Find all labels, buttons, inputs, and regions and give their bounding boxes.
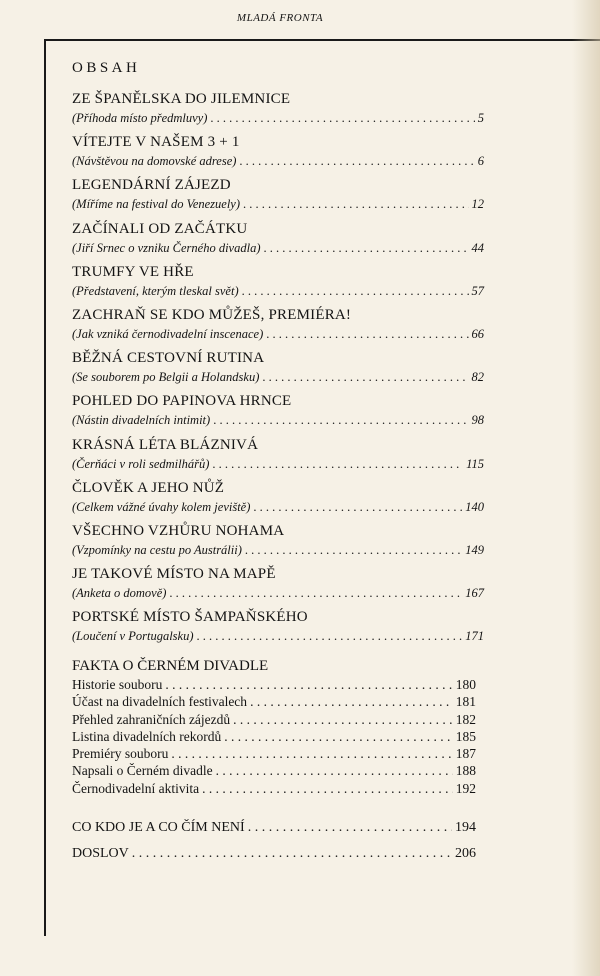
toc-entry-page: 149: [465, 542, 484, 557]
toc-entry-title: ZAČÍNALI OD ZAČÁTKU: [72, 220, 248, 237]
dot-leader: [202, 780, 453, 797]
page-edge-shadow: [572, 0, 600, 976]
toc-entry-title: ZE ŠPANĚLSKA DO JILEMNICE: [72, 91, 291, 107]
facts-item-page: 185: [455, 728, 476, 744]
final-entry-page: 194: [455, 820, 476, 835]
facts-item-label: Účast na divadelních festivalech: [72, 694, 248, 710]
frame-left-rule: [44, 39, 46, 936]
dot-leader: [242, 282, 469, 300]
toc-entry-subtitle: (Jak vzniká černodivadelní inscenace): [72, 326, 264, 341]
final-entry-label: DOSLOV: [72, 846, 129, 861]
facts-item-page: 181: [455, 694, 476, 710]
dot-leader: [233, 711, 453, 728]
facts-item-label: Přehled zahraničních zájezdů: [72, 711, 231, 727]
facts-item-label: Listina divadelních rekordů: [72, 728, 222, 744]
toc-entry: [72, 305, 484, 348]
facts-list: [72, 676, 476, 797]
table-of-contents: [72, 60, 484, 650]
toc-entry: [72, 175, 484, 218]
dot-leader: [171, 745, 452, 762]
toc-entry: [72, 89, 484, 132]
frame-top-rule: [44, 39, 600, 41]
toc-entry-line: [72, 239, 484, 257]
dot-leader: [250, 693, 453, 710]
toc-entry: [72, 391, 484, 434]
toc-entry-subtitle: (Se souborem po Belgii a Holandsku): [72, 370, 260, 385]
dot-leader: [262, 368, 468, 386]
final-entry: [72, 818, 476, 838]
toc-entry-line: [72, 282, 484, 300]
facts-item: [72, 762, 476, 779]
dot-leader: [239, 152, 474, 170]
toc-entry: [72, 607, 484, 650]
toc-entry-page: 171: [465, 629, 484, 644]
facts-item-page: 188: [455, 763, 476, 779]
dot-leader: [266, 325, 468, 343]
toc-entry: [72, 132, 484, 175]
dot-leader: [197, 627, 463, 645]
toc-entry-line: [72, 195, 484, 213]
toc-entry-subtitle: (Míříme na festival do Venezuely): [72, 197, 241, 212]
facts-item: [72, 676, 476, 693]
toc-entry-subtitle: (Anketa o domově): [72, 586, 167, 601]
toc-entry-line: [72, 109, 484, 127]
toc-entry-line: [72, 627, 484, 645]
dot-leader: [245, 541, 462, 559]
toc-entry-title: PORTSKÉ MÍSTO ŠAMPAŇSKÉHO: [72, 609, 308, 626]
toc-entry-line: [72, 584, 484, 602]
toc-entry-subtitle: (Celkem vážné úvahy kolem jeviště): [72, 499, 251, 514]
facts-item-page: 187: [455, 746, 476, 762]
toc-entry-title: ZACHRAŇ SE KDO MŮŽEŠ, PREMIÉRA!: [72, 306, 352, 323]
toc-entry-page: 44: [471, 240, 484, 255]
facts-item-label: Historie souboru: [72, 677, 163, 692]
dot-leader: [243, 195, 468, 213]
toc-entry-line: [72, 541, 484, 559]
publisher-header: MLADÁ FRONTA: [236, 12, 324, 24]
final-entry: [72, 844, 476, 864]
facts-section: [72, 656, 476, 797]
toc-entry-page: 6: [477, 154, 484, 169]
toc-entries: [72, 89, 484, 650]
facts-item: [72, 711, 476, 728]
toc-entry-title: VŠECHNO VZHŮRU NOHAMA: [72, 522, 285, 539]
dot-leader: [169, 584, 462, 602]
dot-leader: [213, 411, 468, 429]
toc-entry-line: [72, 411, 484, 429]
dot-leader: [216, 762, 453, 779]
toc-entry-subtitle: (Nástin divadelních intimit): [72, 413, 211, 428]
dot-leader: [210, 109, 474, 127]
dot-leader: [248, 818, 452, 838]
toc-entry-page: 57: [471, 283, 484, 298]
toc-entry: [72, 564, 484, 607]
toc-entry-subtitle: (Návštěvou na domovské adrese): [72, 154, 237, 169]
toc-entry-line: [72, 368, 484, 386]
dot-leader: [264, 239, 469, 257]
dot-leader: [212, 455, 463, 473]
toc-entry-line: [72, 152, 484, 170]
toc-entry: [72, 262, 484, 305]
dot-leader: [132, 844, 452, 864]
facts-item: [72, 780, 476, 797]
toc-entry-title: POHLED DO PAPINOVA HRNCE: [72, 393, 292, 410]
dot-leader: [253, 498, 462, 516]
toc-entry-title: LEGENDÁRNÍ ZÁJEZD: [72, 177, 231, 194]
toc-entry-page: 140: [465, 499, 484, 514]
toc-entry-page: 12: [471, 197, 484, 212]
toc-entry-subtitle: (Představení, kterým tleskal svět): [72, 283, 239, 298]
toc-entry-page: 98: [471, 413, 484, 428]
toc-entry-title: TRUMFY VE HŘE: [72, 263, 194, 280]
toc-entry-page: 66: [471, 326, 484, 341]
dot-leader: [224, 728, 453, 745]
toc-entry-subtitle: (Loučení v Portugalsku): [72, 629, 194, 644]
toc-entry-title: VÍTEJTE V NAŠEM 3 + 1: [72, 134, 240, 151]
facts-item-page: 182: [455, 711, 476, 727]
toc-entry-page: 82: [471, 370, 484, 385]
toc-entry-title: KRÁSNÁ LÉTA BLÁZNIVÁ: [72, 436, 259, 453]
facts-heading: FAKTA O ČERNÉM DIVADLE: [72, 658, 269, 674]
toc-entry: [72, 478, 484, 521]
dot-leader: [165, 676, 452, 693]
toc-entry: [72, 521, 484, 564]
final-entry-label: CO KDO JE A CO ČÍM NENÍ: [72, 820, 245, 835]
toc-entry-line: [72, 498, 484, 516]
toc-entry-subtitle: (Vzpomínky na cestu po Austrálii): [72, 542, 242, 557]
toc-entry: [72, 435, 484, 478]
final-entries: [72, 818, 476, 870]
facts-item: [72, 745, 476, 762]
facts-item-label: Napsali o Černém divadle: [72, 763, 213, 779]
facts-item-page: 192: [455, 780, 476, 796]
facts-item: [72, 728, 476, 745]
toc-entry: [72, 219, 484, 262]
toc-entry: [72, 348, 484, 391]
toc-entry-subtitle: (Příhoda místo předmluvy): [72, 111, 208, 125]
toc-entry-title: JE TAKOVÉ MÍSTO NA MAPĚ: [72, 566, 276, 583]
facts-item-label: Černodivadelní aktivita: [72, 780, 200, 796]
toc-entry-line: [72, 455, 484, 473]
toc-entry-page: 167: [465, 586, 484, 601]
toc-entry-line: [72, 325, 484, 343]
toc-entry-subtitle: (Čerňáci v roli sedmilhářů): [72, 456, 210, 471]
toc-entry-title: BĚŽNÁ CESTOVNÍ RUTINA: [72, 350, 265, 367]
toc-entry-page: 5: [477, 111, 484, 125]
final-entry-page: 206: [455, 846, 476, 861]
facts-item: [72, 693, 476, 710]
toc-entry-title: ČLOVĚK A JEHO NŮŽ: [72, 479, 225, 496]
toc-entry-subtitle: (Jiří Srnec o vzniku Černého divadla): [72, 240, 261, 255]
toc-heading: OBSAH: [72, 60, 141, 76]
toc-entry-page: 115: [466, 456, 484, 471]
facts-item-page: 180: [455, 677, 476, 692]
facts-item-label: Premiéry souboru: [72, 746, 169, 762]
